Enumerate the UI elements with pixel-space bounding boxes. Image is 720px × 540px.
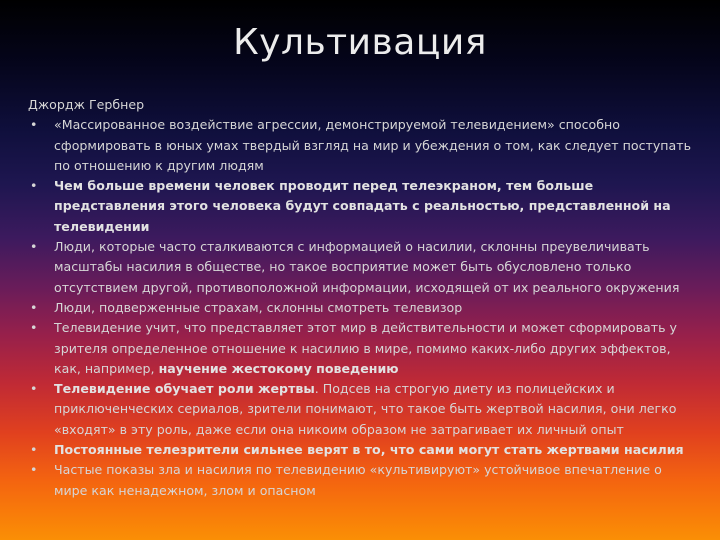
bullet-item bbox=[28, 115, 698, 176]
bullet-item bbox=[28, 460, 698, 501]
bullet-icon: • bbox=[30, 442, 38, 458]
bullet-text: Люди, подверженные страхам, склонны смотреть телевизор bbox=[54, 299, 463, 315]
bullet-item bbox=[28, 237, 698, 298]
bullet-text: . Подсев на строгую диету из полицейских и приключенческих сериалов, зрители понимают, что такое быть жертвой насилия, они легко «входят» в эту роль, даже если она никоим образом не затрагивает их личный опыт bbox=[54, 381, 677, 437]
bullet-list bbox=[28, 115, 698, 501]
bullet-text: «Массированное воздействие агрессии, демонстрируемой телевидением» способно сформировать в юных умах твердый взгляд на мир и убеждения о том, как следует поступать по отношению к другим людям bbox=[54, 117, 691, 173]
bullet-icon: • bbox=[30, 381, 38, 397]
bullet-item bbox=[28, 298, 698, 318]
bullet-icon: • bbox=[30, 462, 38, 478]
bullet-text: Телевидение учит, что представляет этот мир в действительности и может сформировать у зрителя определенное отношение к насилию в мире, помимо каких-либо других эффектов, как, например, bbox=[54, 320, 677, 376]
bullet-icon: • bbox=[30, 239, 38, 255]
bullet-item bbox=[28, 440, 698, 460]
bullet-text: Частые показы зла и насилия по телевидению «культивируют» устойчивое впечатление о мире как ненадежном, злом и опасном bbox=[54, 462, 662, 498]
bullet-item bbox=[28, 176, 698, 237]
bullet-text-bold: Телевидение обучает роли жертвы bbox=[54, 381, 315, 397]
bullet-text: Люди, которые часто сталкиваются с информацией о насилии, склонны преувеличивать масштабы насилия в обществе, но такое восприятие может быть обусловлено только отсутствием другой, противоположной информации, исходящей от их реального окружения bbox=[54, 239, 680, 295]
bullet-item bbox=[28, 379, 698, 440]
slide-title: Культивация bbox=[233, 22, 487, 63]
bullet-icon: • bbox=[30, 320, 38, 336]
bullet-icon: • bbox=[30, 117, 38, 133]
bullet-item bbox=[28, 318, 698, 379]
slide-content bbox=[28, 95, 698, 501]
bullet-text-bold: Постоянные телезрители сильнее верят в то, что сами могут стать жертвами насилия bbox=[54, 442, 684, 458]
bullet-text-bold: Чем больше времени человек проводит перед телеэкраном, тем больше представления этого человека будут совпадать с реальностью, представленной на телевидении bbox=[54, 178, 671, 234]
bullet-icon: • bbox=[30, 178, 38, 194]
author-name: Джордж Гербнер bbox=[28, 97, 145, 112]
bullet-text-bold: научение жестокому поведению bbox=[158, 360, 399, 376]
bullet-icon: • bbox=[30, 299, 38, 315]
